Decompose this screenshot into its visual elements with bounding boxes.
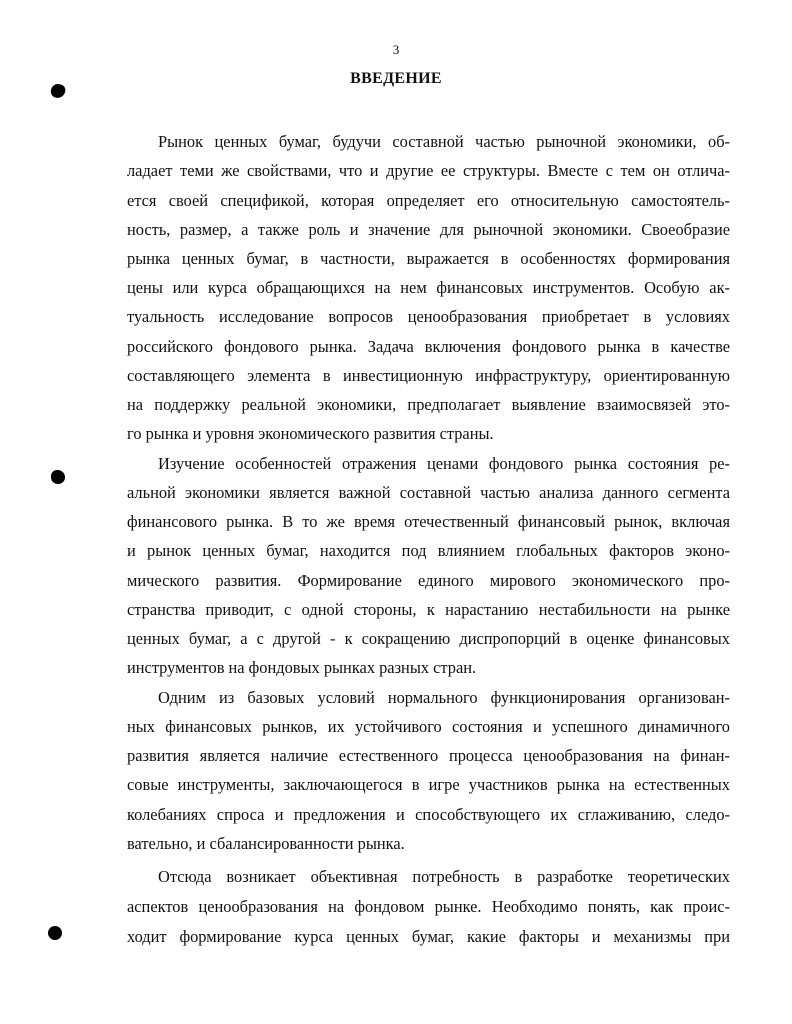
punch-hole-mark (48, 926, 62, 940)
text-line: альной экономики является важной составной частью анализа данного сегмента (127, 483, 730, 502)
text-line: рынка ценных бумаг, в частности, выражается в особенностях формирования (127, 249, 730, 268)
text-line: и рынок ценных бумаг, находится под влиянием глобальных факторов эконо- (127, 541, 730, 560)
text-line: российского фондового рынка. Задача включения фондового рынка в качестве (127, 337, 730, 356)
text-line: Отсюда возникает объективная потребность в разработке теоретических (158, 867, 730, 886)
text-line: инструментов на фондовых рынках разных стран. (127, 658, 477, 677)
text-line: финансового рынка. В то же время отечественный финансовый рынок, включая (127, 512, 730, 531)
text-line: ценных бумаг, а с другой - к сокращению диспропорций в оценке финансовых (127, 629, 730, 648)
page-number: 3 (392, 42, 400, 57)
text-line: мического развития. Формирование единого мирового экономического про- (127, 571, 730, 590)
text-line: совые инструменты, заключающегося в игре участников рынка на естественных (127, 775, 730, 794)
text-line: ется своей спецификой, которая определяет его относительную самостоятель- (127, 191, 730, 210)
text-line: ность, размер, а также роль и значение для рыночной экономики. Своеобразие (127, 220, 730, 239)
text-line: колебаниях спроса и предложения и способствующего их сглаживанию, следо- (127, 805, 730, 824)
text-line: го рынка и уровня экономического развития страны. (127, 424, 494, 443)
text-line: цены или курса обращающихся на нем финансовых инструментов. Особую ак- (127, 278, 730, 297)
text-line: ладает теми же свойствами, что и другие ее структуры. Вместе с тем он отлича- (127, 161, 730, 180)
text-line: Рынок ценных бумаг, будучи составной частью рыночной экономики, об- (158, 132, 730, 151)
text-line: странства приводит, с одной стороны, к нарастанию нестабильности на рынке (127, 600, 730, 619)
text-line: туальность исследование вопросов ценообразования приобретает в условиях (127, 307, 730, 326)
text-line: развития является наличие естественного процесса ценообразования на финан- (127, 746, 730, 765)
text-line: ных финансовых рынков, их устойчивого состояния и успешного динамичного (127, 717, 730, 736)
text-line: на поддержку реальной экономики, предполагает выявление взаимосвязей это- (127, 395, 730, 414)
text-line: составляющего элемента в инвестиционную инфраструктуру, ориентированную (127, 366, 730, 385)
punch-hole-mark (51, 470, 65, 484)
text-line: ходит формирование курса ценных бумаг, какие факторы и механизмы при (127, 927, 730, 946)
text-line: вательно, и сбалансированности рынка. (127, 834, 405, 853)
section-heading: ВВЕДЕНИЕ (350, 70, 442, 87)
text-line: аспектов ценообразования на фондовом рынке. Необходимо понять, как проис- (127, 897, 730, 916)
text-line: Изучение особенностей отражения ценами фондового рынка состояния ре- (158, 454, 730, 473)
text-line: Одним из базовых условий нормального функционирования организован- (158, 688, 730, 707)
